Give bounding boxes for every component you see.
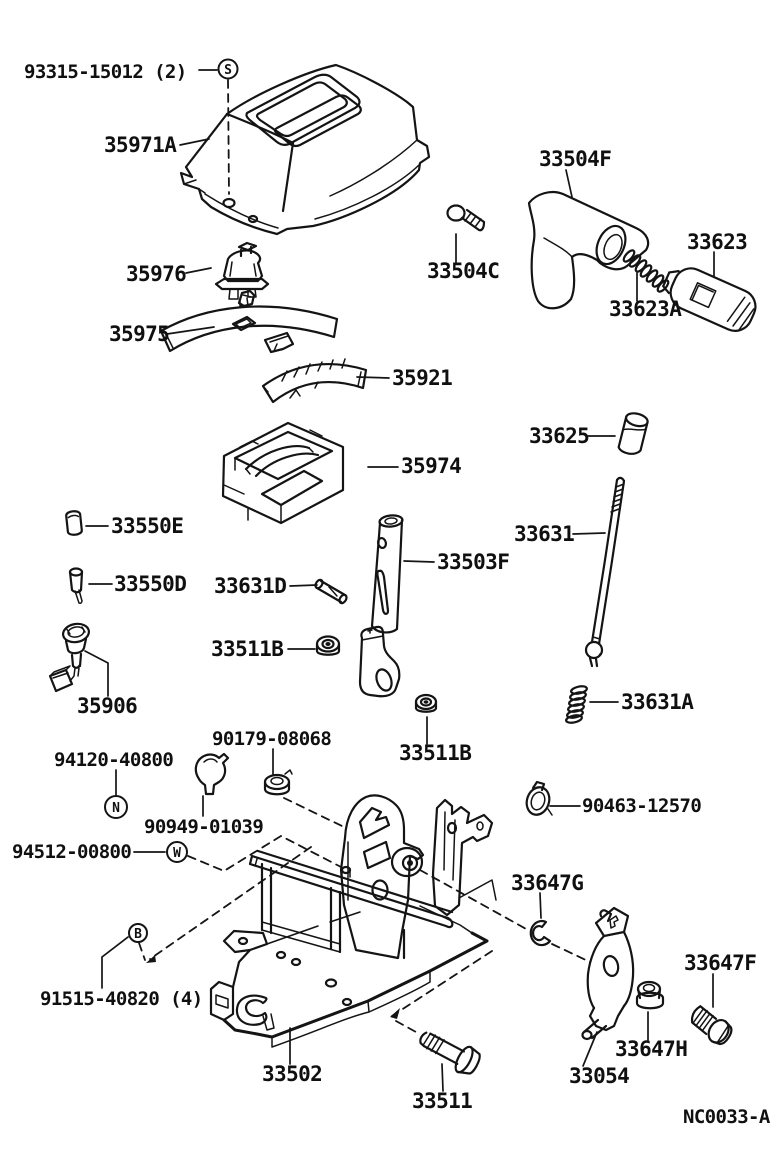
part-label-35921: 35921 xyxy=(392,366,453,390)
part-clip-90949-drawing xyxy=(196,754,228,794)
svg-text:W: W xyxy=(173,846,181,861)
svg-text:S: S xyxy=(224,63,232,78)
part-lever-elbow-drawing xyxy=(360,627,399,696)
part-label-33504c: 33504C xyxy=(427,259,500,283)
part-label-35906: 35906 xyxy=(77,694,138,718)
part-label-33550d: 33550D xyxy=(114,572,187,596)
part-label-33631: 33631 xyxy=(514,522,575,546)
part-pin-33631d-drawing xyxy=(314,579,348,605)
part-label-33631d: 33631D xyxy=(214,574,287,598)
svg-text:B: B xyxy=(134,927,142,942)
part-label-33054: 33054 xyxy=(569,1064,630,1088)
part-cclip-33647g-drawing xyxy=(531,921,550,945)
callout-b-marker xyxy=(129,924,147,942)
part-label-33647g: 33647G xyxy=(511,871,584,895)
part-label-33511b: 33511B xyxy=(211,637,284,661)
part-label-33623a: 33623A xyxy=(609,297,682,321)
part-spring-33631a-drawing xyxy=(565,685,587,724)
part-label-33504f: 33504F xyxy=(539,147,612,171)
part-label-33511: 33511 xyxy=(412,1089,473,1113)
part-label-90949-01039: 90949-01039 xyxy=(144,816,264,838)
callout-n-marker xyxy=(105,796,127,818)
part-label-33550e: 33550E xyxy=(111,514,184,538)
part-clamp-90463-drawing xyxy=(523,782,553,818)
part-nut-33511b2-drawing xyxy=(416,695,436,712)
svg-text:N: N xyxy=(112,801,120,816)
part-plate-35975-drawing xyxy=(161,291,337,352)
part-upper-cover-drawing xyxy=(181,65,429,234)
part-bushing-33550d-drawing xyxy=(70,569,82,604)
part-nut-33511b-drawing xyxy=(317,637,339,655)
part-label-33511b-2: 33511B xyxy=(399,741,472,765)
part-label-33623: 33623 xyxy=(687,230,748,254)
part-label-90463-12570: 90463-12570 xyxy=(582,795,702,817)
part-label-35975: 35975 xyxy=(109,322,170,346)
part-bolt-33511-drawing xyxy=(415,1024,483,1078)
part-label-93315-15012: 93315-15012 (2) xyxy=(24,61,187,83)
part-label-33631a: 33631A xyxy=(621,690,694,714)
part-label-33502: 33502 xyxy=(262,1062,323,1086)
part-release-35906-drawing xyxy=(50,622,90,691)
part-label-35974: 35974 xyxy=(401,454,462,478)
part-label-94512-00800: 94512-00800 xyxy=(12,841,132,863)
part-lever-33054-drawing xyxy=(583,908,634,1039)
callout-w-marker xyxy=(167,842,187,862)
part-label-33503f: 33503F xyxy=(437,550,510,574)
part-screw-33504c-drawing xyxy=(448,206,485,231)
part-bolt-33647f-drawing xyxy=(686,1004,735,1047)
part-cap-33625-drawing xyxy=(618,411,649,456)
part-rod-33631-drawing xyxy=(586,478,624,666)
part-tube-33503f-drawing xyxy=(372,514,403,632)
part-plate-35921-drawing xyxy=(263,359,366,402)
part-bushing-33550e-drawing xyxy=(66,511,82,536)
drawing-code: NC0033-A xyxy=(683,1106,770,1128)
part-label-35976: 35976 xyxy=(126,262,187,286)
part-grommet-90179-drawing xyxy=(265,770,292,794)
part-label-33625: 33625 xyxy=(529,424,590,448)
part-label-33647h: 33647H xyxy=(615,1037,688,1061)
part-label-35971a: 35971A xyxy=(104,133,177,157)
part-label-90179-08068: 90179-08068 xyxy=(212,728,332,750)
part-label-91515-40820: 91515-40820 (4) xyxy=(40,988,203,1010)
part-label-94120-40800: 94120-40800 xyxy=(54,749,174,771)
part-housing-35974-drawing xyxy=(223,423,343,523)
part-bushing-33647h-drawing xyxy=(637,982,663,1008)
part-label-33647f: 33647F xyxy=(684,951,757,975)
callout-s-marker xyxy=(219,60,238,79)
